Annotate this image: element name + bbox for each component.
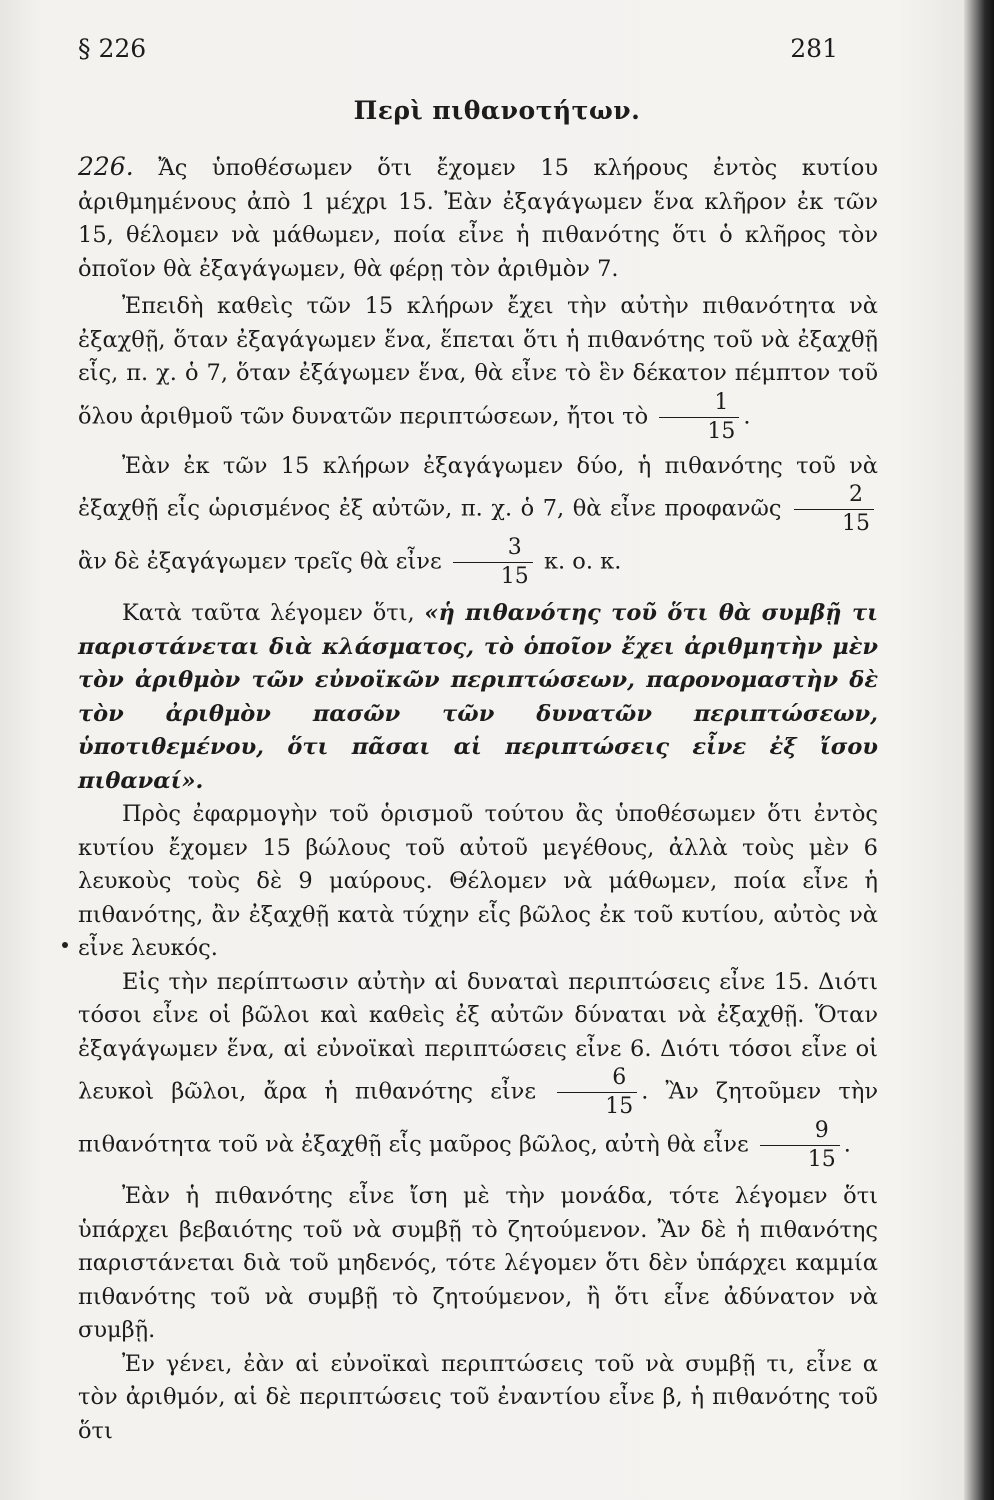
paragraph-4-intro: Κατὰ ταῦτα λέγομεν ὅτι, (122, 600, 425, 626)
fraction-numerator: 1 (659, 391, 739, 418)
fraction-6-15 (557, 1066, 637, 1119)
paragraph-3 (78, 450, 878, 590)
fraction-numerator: 2 (794, 483, 874, 510)
fraction-denominator: 15 (807, 1147, 836, 1172)
fraction-denominator: 15 (500, 564, 529, 589)
paragraph-6 (78, 966, 878, 1173)
page-number: 281 (790, 34, 838, 63)
paragraph-6-end: . (843, 1131, 851, 1158)
paragraph-2 (78, 290, 878, 444)
paragraph-8 (78, 1348, 878, 1449)
fraction-numerator: 6 (557, 1066, 637, 1093)
paragraph-6-text: Εἰς τὴν περίπτωσιν αὐτὴν αἱ δυναταὶ περιπτώσεις εἶνε 15. Διότι τόσοι εἶνε οἱ βῶλοι καὶ καθεὶς ἐξ αὐτῶν δύναται νὰ ἐξαχθῇ. Ὅταν ἐξαγάγωμεν ἕνα, αἱ εὐνοϊκαὶ περιπτώσεις εἶνε 6. Διότι τόσοι εἶνε οἱ λευκοὶ βῶλοι, ἄρα ἡ πιθανότης εἶνε (78, 968, 878, 1105)
body-text (78, 150, 878, 1448)
paragraph-3-middle: ἂν δὲ ἐξαγάγωμεν τρεῖς θὰ εἶνε (78, 548, 442, 575)
page-header (78, 34, 838, 74)
paragraph-4 (78, 597, 878, 798)
paragraph-number: 226. (78, 152, 134, 181)
paragraph-2-end: . (743, 403, 751, 429)
section-number: § 226 (78, 34, 147, 63)
fraction-2-15 (794, 483, 874, 536)
paragraph-7 (78, 1180, 878, 1348)
fraction-denominator: 15 (707, 418, 736, 444)
paragraph-1 (78, 150, 878, 286)
fraction-9-15 (760, 1119, 840, 1172)
paragraph-6-middle: . Ἂν ζητοῦμεν τὴν πιθανότητα τοῦ νὰ ἐξαχθῇ εἷς μαῦρος βῶλος, αὐτὴ θὰ εἶνε (78, 1078, 878, 1158)
page-edge-shadow (964, 0, 994, 1500)
fraction-denominator: 15 (842, 511, 870, 536)
paragraph-5 (78, 798, 878, 966)
probability-definition: «ἡ πιθανότης τοῦ ὅτι θὰ συμβῇ τι παριστάνεται διὰ κλάσματος, τὸ ὁποῖον ἔχει ἀριθμητὴν μὲν τὸν ἀριθμὸν τῶν εὐνοϊκῶν περιπτώσεων, παρονομαστὴν δὲ τὸν ἀριθμὸν πασῶν τῶν δυνατῶν περιπτώσεων, ὑποτιθεμένου, ὅτι πᾶσαι αἱ περιπτώσεις εἶνε ἐξ ἴσου πιθαναί». (78, 600, 878, 794)
fraction-1-15 (659, 391, 739, 444)
fraction-numerator: 9 (760, 1119, 840, 1146)
paragraph-8-text: Ἐν γένει, ἐὰν αἱ εὐνοϊκαὶ περιπτώσεις τοῦ νὰ συμβῇ τι, εἶνε α τὸν ἀριθμόν, αἱ δὲ περιπτώσεις τοῦ ἐναντίου εἶνε β, ἡ πιθανότης τοῦ ὅτι (78, 1350, 878, 1444)
paragraph-7-text: Ἐὰν ἡ πιθανότης εἶνε ἴση μὲ τὴν μονάδα, τότε λέγομεν ὅτι ὑπάρχει βεβαιότης τοῦ νὰ συμβῇ τὸ ζητούμενον. Ἂν δὲ ἡ πιθανότης παριστάνεται διὰ τοῦ μηδενός, τότε λέγομεν ὅτι δὲν ὑπάρχει καμμία πιθανότης τοῦ νὰ συμβῇ τὸ ζητούμενον, ἢ ὅτι εἶνε ἀδύνατον νὰ συμβῇ. (78, 1183, 878, 1343)
fraction-denominator: 15 (605, 1094, 634, 1119)
paragraph-3-end: κ. ο. κ. (543, 548, 622, 575)
paragraph-2-text: Ἐπειδὴ καθεὶς τῶν 15 κλήρων ἔχει τὴν αὐτὴν πιθανότητα νὰ ἐξαχθῇ, ὅταν ἐξαγάγωμεν ἕνα, ἕπεται ὅτι ἡ πιθανότης τοῦ νὰ ἐξαχθῇ εἷς, π. χ. ὁ 7, ὅταν ἐξάγωμεν ἕνα, θὰ εἶνε τὸ ἓν δέκατον πέμπτον τοῦ ὅλου ἀριθμοῦ τῶν δυνατῶν περιπτώσεων, ἤτοι τὸ (78, 293, 878, 429)
paragraph-1-text: Ἄς ὑποθέσωμεν ὅτι ἔχομεν 15 κλήρους ἐντὸς κυτίου ἀριθμημένους ἀπὸ 1 μέχρι 15. Ἐὰν ἐξαγάγωμεν ἕνα κλῆρον ἐκ τῶν 15, θέλομεν νὰ μάθωμεν, ποία εἶνε ἡ πιθανότης ὅτι ὁ κλῆρος τὸν ὁποῖον θὰ ἐξαγάγωμεν, θὰ φέρῃ τὸν ἀριθμὸν 7. (78, 155, 878, 282)
paragraph-5-text: Πρὸς ἐφαρμογὴν τοῦ ὁρισμοῦ τούτου ἂς ὑποθέσωμεν ὅτι ἐντὸς κυτίου ἔχομεν 15 βώλους τοῦ αὐτοῦ μεγέθους, ἀλλὰ τοὺς μὲν 6 λευκοὺς τοὺς δὲ 9 μαύρους. Θέλομεν νὰ μάθωμεν, ποία εἶνε ἡ πιθανότης, ἂν ἐξαχθῇ κατὰ τύχην εἷς βῶλος ἐκ τοῦ κυτίου, αὐτὸς νὰ εἶνε λευκός. (78, 801, 878, 961)
paragraph-3-text: Ἐὰν ἐκ τῶν 15 κλήρων ἐξαγάγωμεν δύο, ἡ πιθανότης τοῦ νὰ ἐξαχθῇ εἷς ὡρισμένος ἐξ αὐτῶν, π. χ. ὁ 7, θὰ εἶνε προφανῶς (78, 452, 878, 522)
margin-dot (62, 942, 68, 948)
fraction-3-15 (453, 536, 533, 589)
fraction-numerator: 3 (453, 536, 533, 563)
chapter-title: Περὶ πιθανοτήτων. (353, 96, 641, 125)
